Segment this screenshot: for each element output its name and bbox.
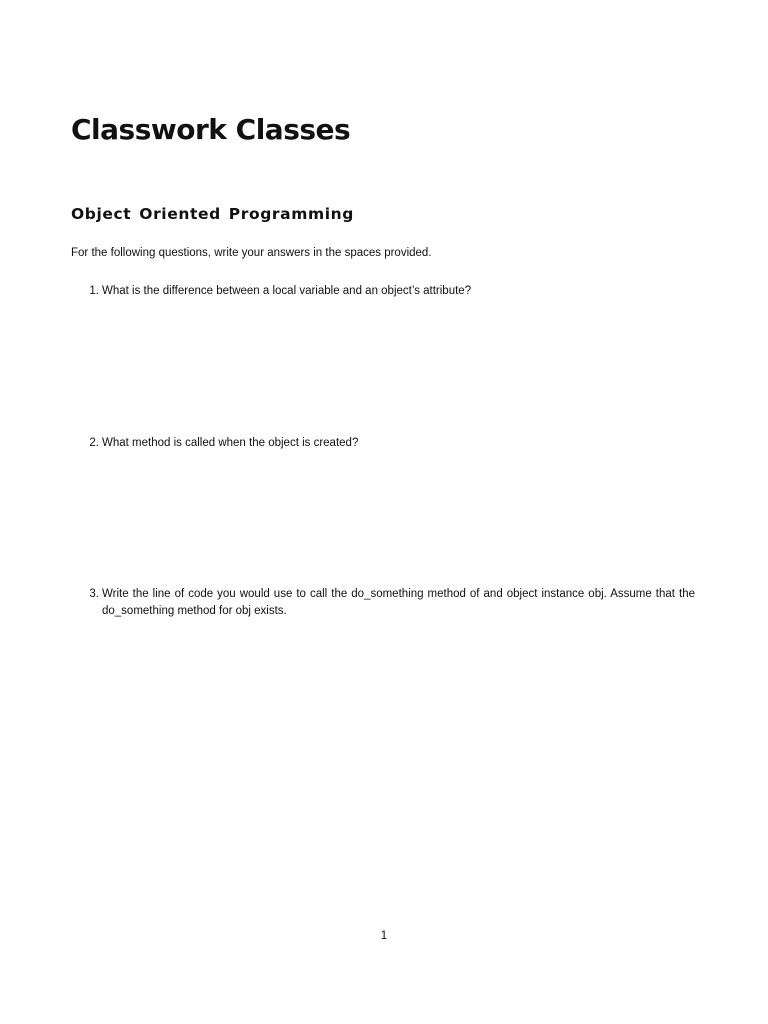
question-item: [81, 586, 695, 619]
question-text: What is the difference between a local variable and an object’s attribute?: [102, 285, 472, 297]
question-number: 3.: [89, 588, 99, 600]
page-number: 1: [380, 930, 388, 942]
question-item: [81, 435, 695, 452]
instructions-text: For the following questions, write your answers in the spaces provided.: [71, 247, 432, 259]
question-number: 2.: [89, 437, 99, 449]
section-heading: Object Oriented Programming: [71, 205, 354, 223]
question-text: What method is called when the object is created?: [102, 437, 359, 449]
question-number: 1.: [89, 285, 99, 297]
document-title: Classwork Classes: [71, 113, 351, 146]
question-item: [81, 283, 695, 300]
question-text: Write the line of code you would use to call the do_something method of and object instance obj. Assume that the do_something method for obj exists.: [102, 588, 695, 617]
